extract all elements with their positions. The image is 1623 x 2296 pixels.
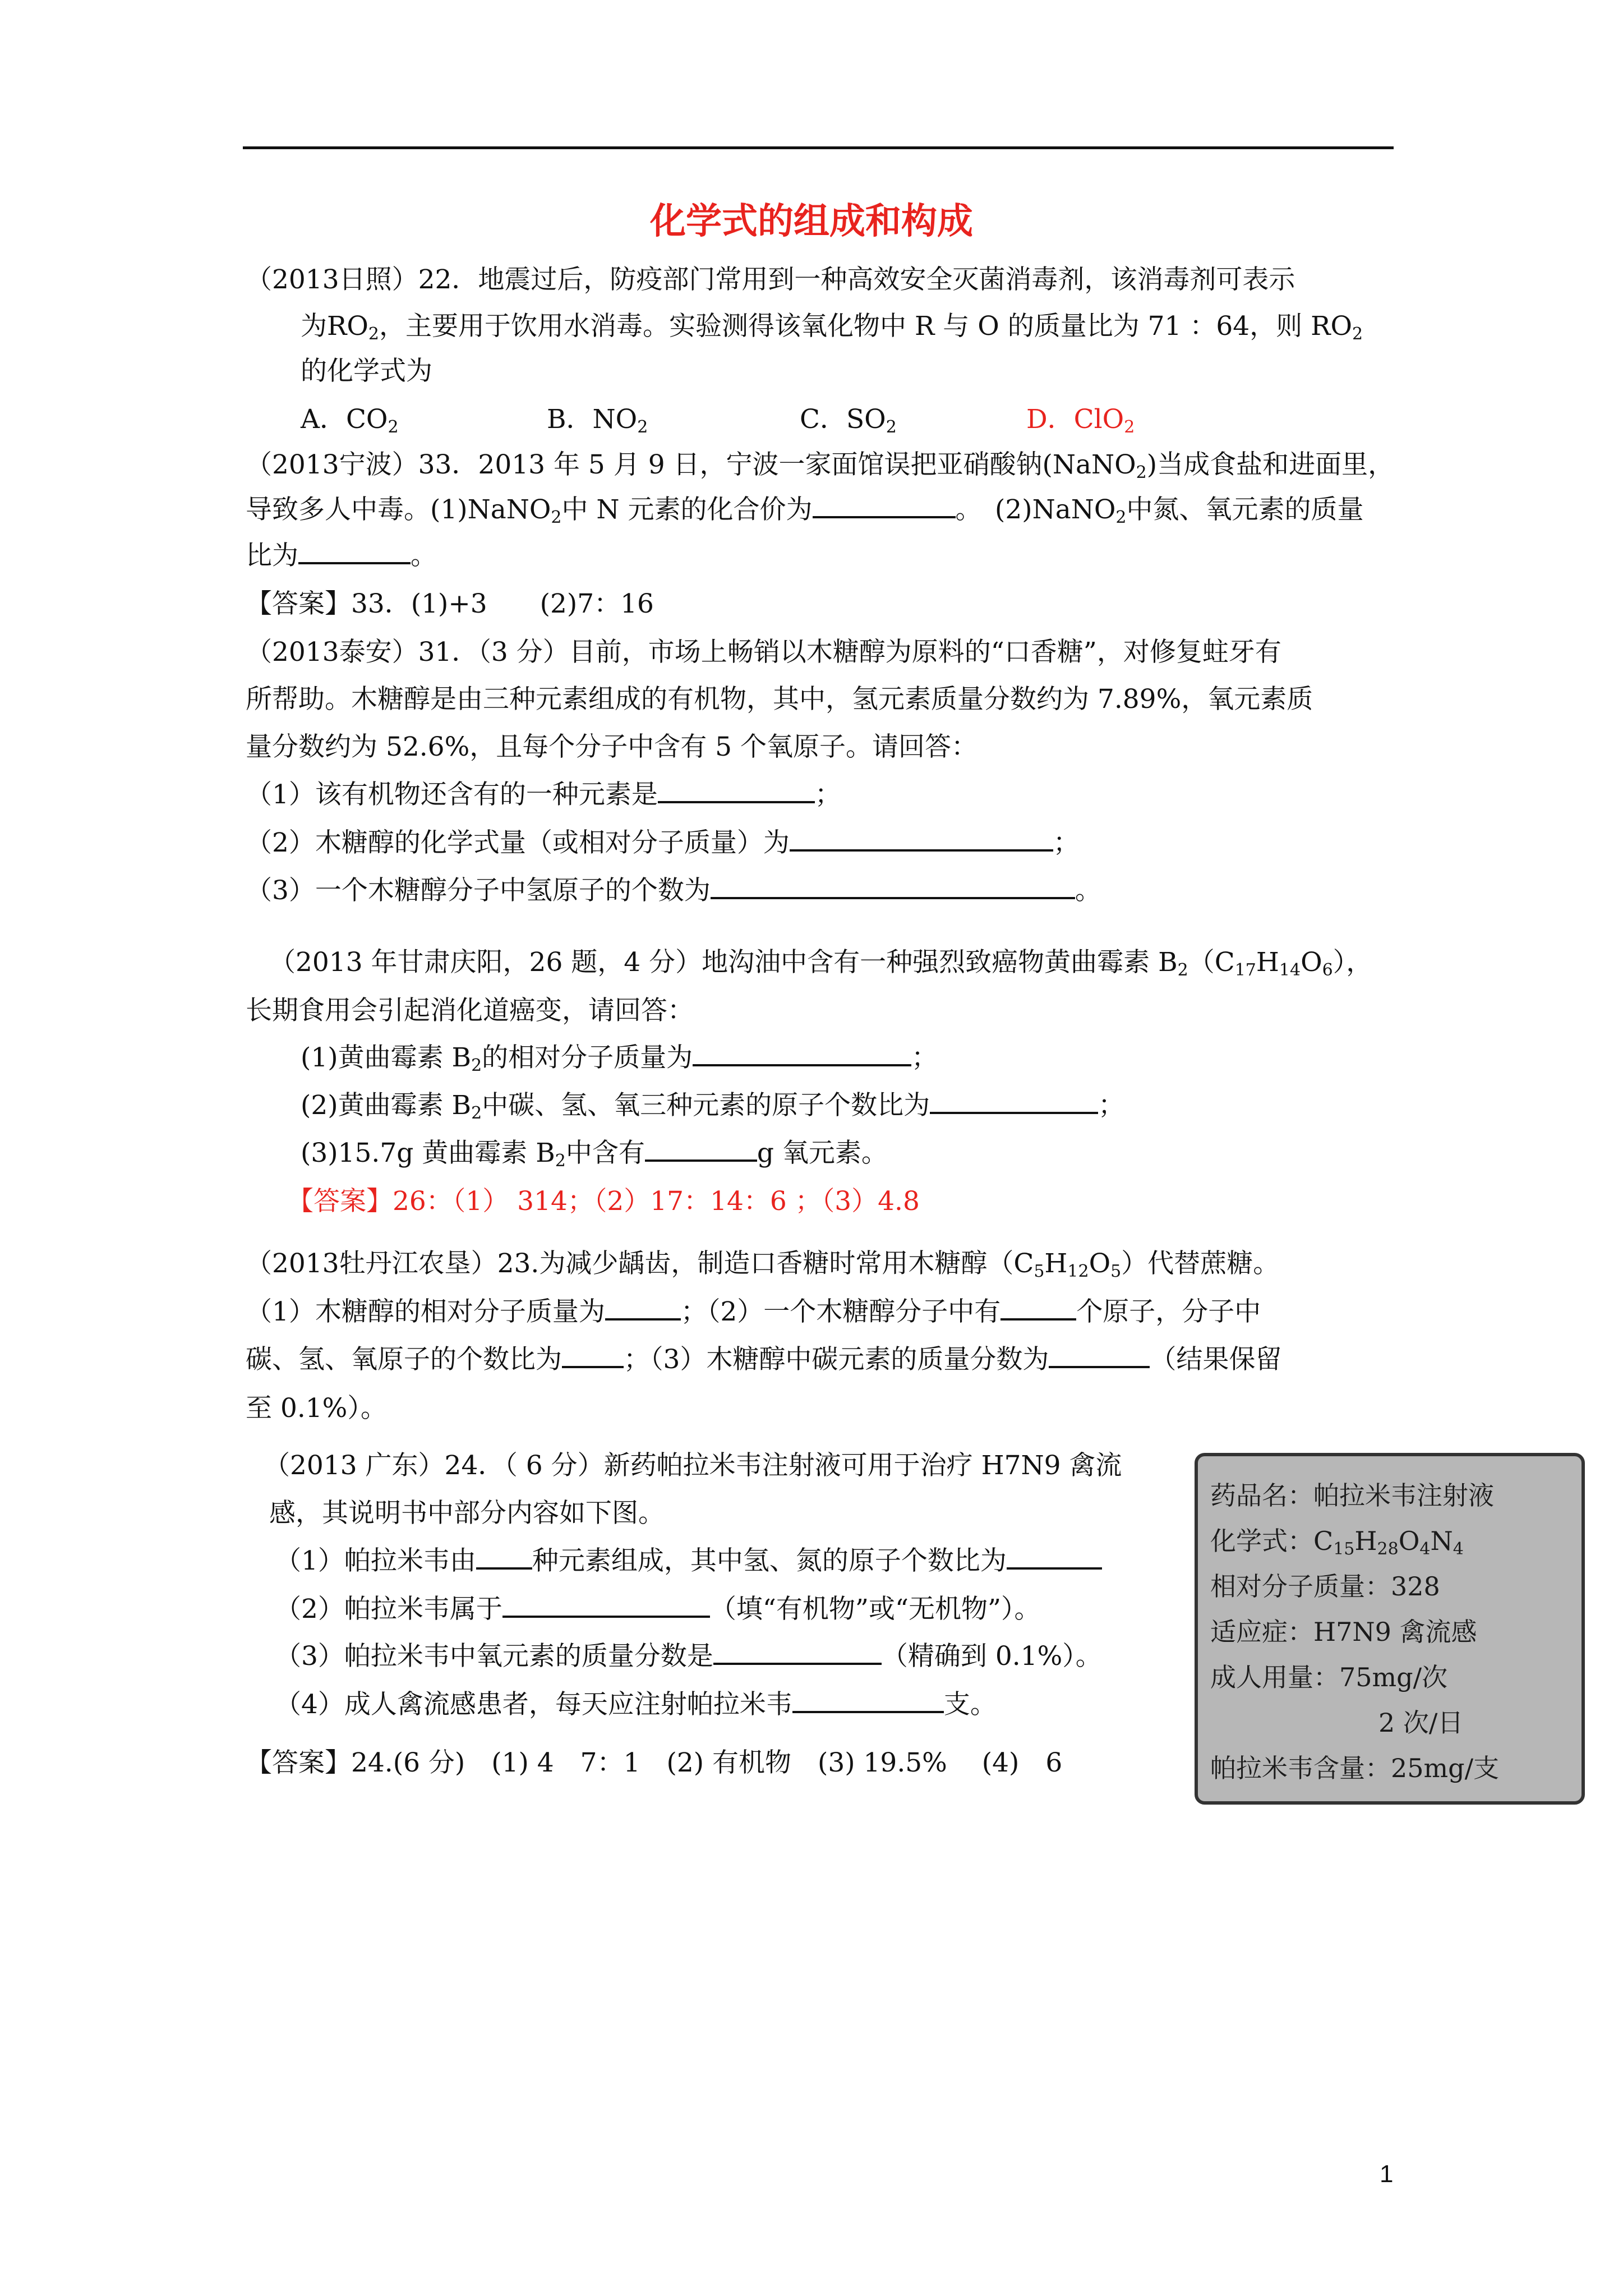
label-content: 帕拉米韦含量：25mg/支 bbox=[1210, 1753, 1500, 1783]
q2-line-2: 导致多人中毒。(1)NaNO$_2$中 N 元素的化合价为 。 (2)NaNO$_2$中氮、氧元素的质量 bbox=[246, 494, 1364, 527]
q3-part-3: （3）一个木糖醇分子中氢原子的个数为 。 bbox=[246, 875, 1101, 906]
document-title: 化学式的组成和构成 bbox=[650, 201, 973, 242]
q2-blank-2[interactable] bbox=[298, 540, 411, 564]
q3-blank-1[interactable] bbox=[658, 779, 815, 803]
q6-part-1: （1）帕拉米韦由 种元素组成，其中氢、氮的原子个数比为 bbox=[275, 1545, 1102, 1578]
q2-blank-1[interactable] bbox=[813, 494, 956, 518]
q4-blank-1[interactable] bbox=[693, 1042, 911, 1066]
q3-part-2: （2）木糖醇的化学式量（或相对分子质量）为 ； bbox=[246, 827, 1080, 858]
q5-line-2: （1）木糖醇的相对分子质量为 ；（2）一个木糖醇分子中有 个原子，分子中 bbox=[246, 1296, 1261, 1327]
q6-blank-3[interactable] bbox=[502, 1593, 710, 1618]
q4-answer: 【答案】26：（1） 314；（2）17：14：6 ；（3）4.8 bbox=[287, 1186, 920, 1217]
q5-blank-1[interactable] bbox=[605, 1296, 681, 1320]
q3-line-1: （2013泰安）31．（3 分）目前，市场上畅销以木糖醇为原料的“口香糖”，对修复蛀牙有 bbox=[246, 637, 1281, 668]
q6-blank-4[interactable] bbox=[713, 1640, 882, 1665]
q4-part-2: (2)黄曲霉素 $B_2$中碳、氢、氧三种元素的原子个数比为 ； bbox=[301, 1090, 1125, 1123]
q1-option-b: B．$NO_2$ bbox=[547, 404, 648, 437]
q1-line-1: （2013日照）22．地震过后，防疫部门常用到一种高效安全灭菌消毒剂，该消毒剂可表示 bbox=[246, 264, 1295, 295]
q3-line-3: 量分数约为 52.6%，且每个分子中含有 5 个氧原子。请回答： bbox=[246, 731, 978, 762]
q6-line-1: （2013 广东）24．（ 6 分）新药帕拉米韦注射液可用于治疗 H7N9 禽流 bbox=[264, 1450, 1122, 1481]
q6-blank-5[interactable] bbox=[792, 1688, 944, 1713]
q3-part-1: （1）该有机物还含有的一种元素是 ； bbox=[246, 779, 841, 810]
q1-option-a: A．$CO_2$ bbox=[301, 404, 399, 437]
medicine-label-image bbox=[1195, 1453, 1585, 1805]
q2-line-3: 比为 。 bbox=[246, 540, 437, 571]
q1-line-2: 为$RO_2$，主要用于饮用水消毒。实验测得该氧化物中 R 与 O 的质量比为 71 ：64，则 $RO_2$ bbox=[301, 311, 1363, 344]
page-number: 1 bbox=[1380, 2160, 1394, 2188]
q6-part-4: （4）成人禽流感患者，每天应注射帕拉米韦 支。 bbox=[275, 1689, 997, 1720]
q6-answer: 【答案】24.(6 分) (1) 4 7：1 (2) 有机物 (3) 19.5% (4) 6 bbox=[246, 1747, 1063, 1778]
q4-blank-3[interactable] bbox=[645, 1137, 757, 1162]
q2-line-1: （2013宁波）33．2013 年 5 月 9 日，宁波一家面馆误把亚硝酸钠(NaNO$_2$)当成食盐和进面里， bbox=[246, 449, 1395, 482]
q6-line-2: 感，其说明书中部分内容如下图。 bbox=[269, 1498, 665, 1529]
q5-line-4: 至 0.1%）。 bbox=[246, 1393, 387, 1424]
label-formula: 化学式：$C_{15}H_{28}O_4N_4$ bbox=[1210, 1526, 1464, 1559]
header-rule bbox=[243, 146, 1394, 149]
q3-blank-2[interactable] bbox=[790, 827, 1053, 852]
q3-line-2: 所帮助。木糖醇是由三种元素组成的有机物，其中，氢元素质量分数约为 7.89%，氧元素质 bbox=[246, 684, 1313, 715]
q6-part-3: （3）帕拉米韦中氧元素的质量分数是 （精确到 0.1%）。 bbox=[275, 1641, 1102, 1672]
q6-blank-2[interactable] bbox=[1007, 1545, 1102, 1570]
q4-line-1: （2013 年甘肃庆阳，26 题，4 分）地沟油中含有一种强烈致癌物黄曲霉素 $B_2(C_{17}H_{14}O_6)$， bbox=[269, 947, 1373, 980]
q4-line-2: 长期食用会引起消化道癌变，请回答： bbox=[246, 995, 694, 1026]
q3-blank-3[interactable] bbox=[711, 875, 1075, 899]
q5-blank-4[interactable] bbox=[1049, 1343, 1150, 1368]
q2-answer: 【答案】33．(1)+3 (2)7：16 bbox=[246, 588, 654, 619]
q5-line-1: （2013牡丹江农垦）23.为减少龋齿，制造口香糖时常用木糖醇$(C_5H_{12}O_5)$代替蔗糖。 bbox=[246, 1248, 1280, 1281]
label-dose: 成人用量：75mg/次 bbox=[1210, 1662, 1448, 1692]
label-molecular-mass: 相对分子质量：328 bbox=[1210, 1571, 1440, 1602]
label-frequency: 2 次/日 bbox=[1378, 1708, 1464, 1738]
q5-blank-3[interactable] bbox=[562, 1343, 624, 1368]
label-indication: 适应症：H7N9 禽流感 bbox=[1210, 1617, 1477, 1647]
q1-option-c: C．$SO_2$ bbox=[800, 404, 897, 437]
q4-part-1: (1)黄曲霉素 $B_2$的相对分子质量为 ； bbox=[301, 1042, 938, 1075]
q5-line-3: 碳、氢、氧原子的个数比为 ；（3）木糖醇中碳元素的质量分数为 （结果保留 bbox=[246, 1344, 1282, 1375]
q6-blank-1[interactable] bbox=[476, 1545, 532, 1570]
q4-part-3: (3)15.7g 黄曲霉素 $B_2$中含有 g 氧元素。 bbox=[301, 1138, 888, 1171]
q4-blank-2[interactable] bbox=[930, 1089, 1098, 1114]
q5-blank-2[interactable] bbox=[1000, 1296, 1076, 1320]
q1-line-3: 的化学式为 bbox=[301, 356, 432, 386]
q6-part-2: （2）帕拉米韦属于 （填“有机物”或“无机物”）。 bbox=[275, 1594, 1041, 1625]
q1-option-d-correct: D．ClO$_2$ bbox=[1026, 404, 1135, 437]
label-drug-name: 药品名：帕拉米韦注射液 bbox=[1210, 1480, 1494, 1511]
